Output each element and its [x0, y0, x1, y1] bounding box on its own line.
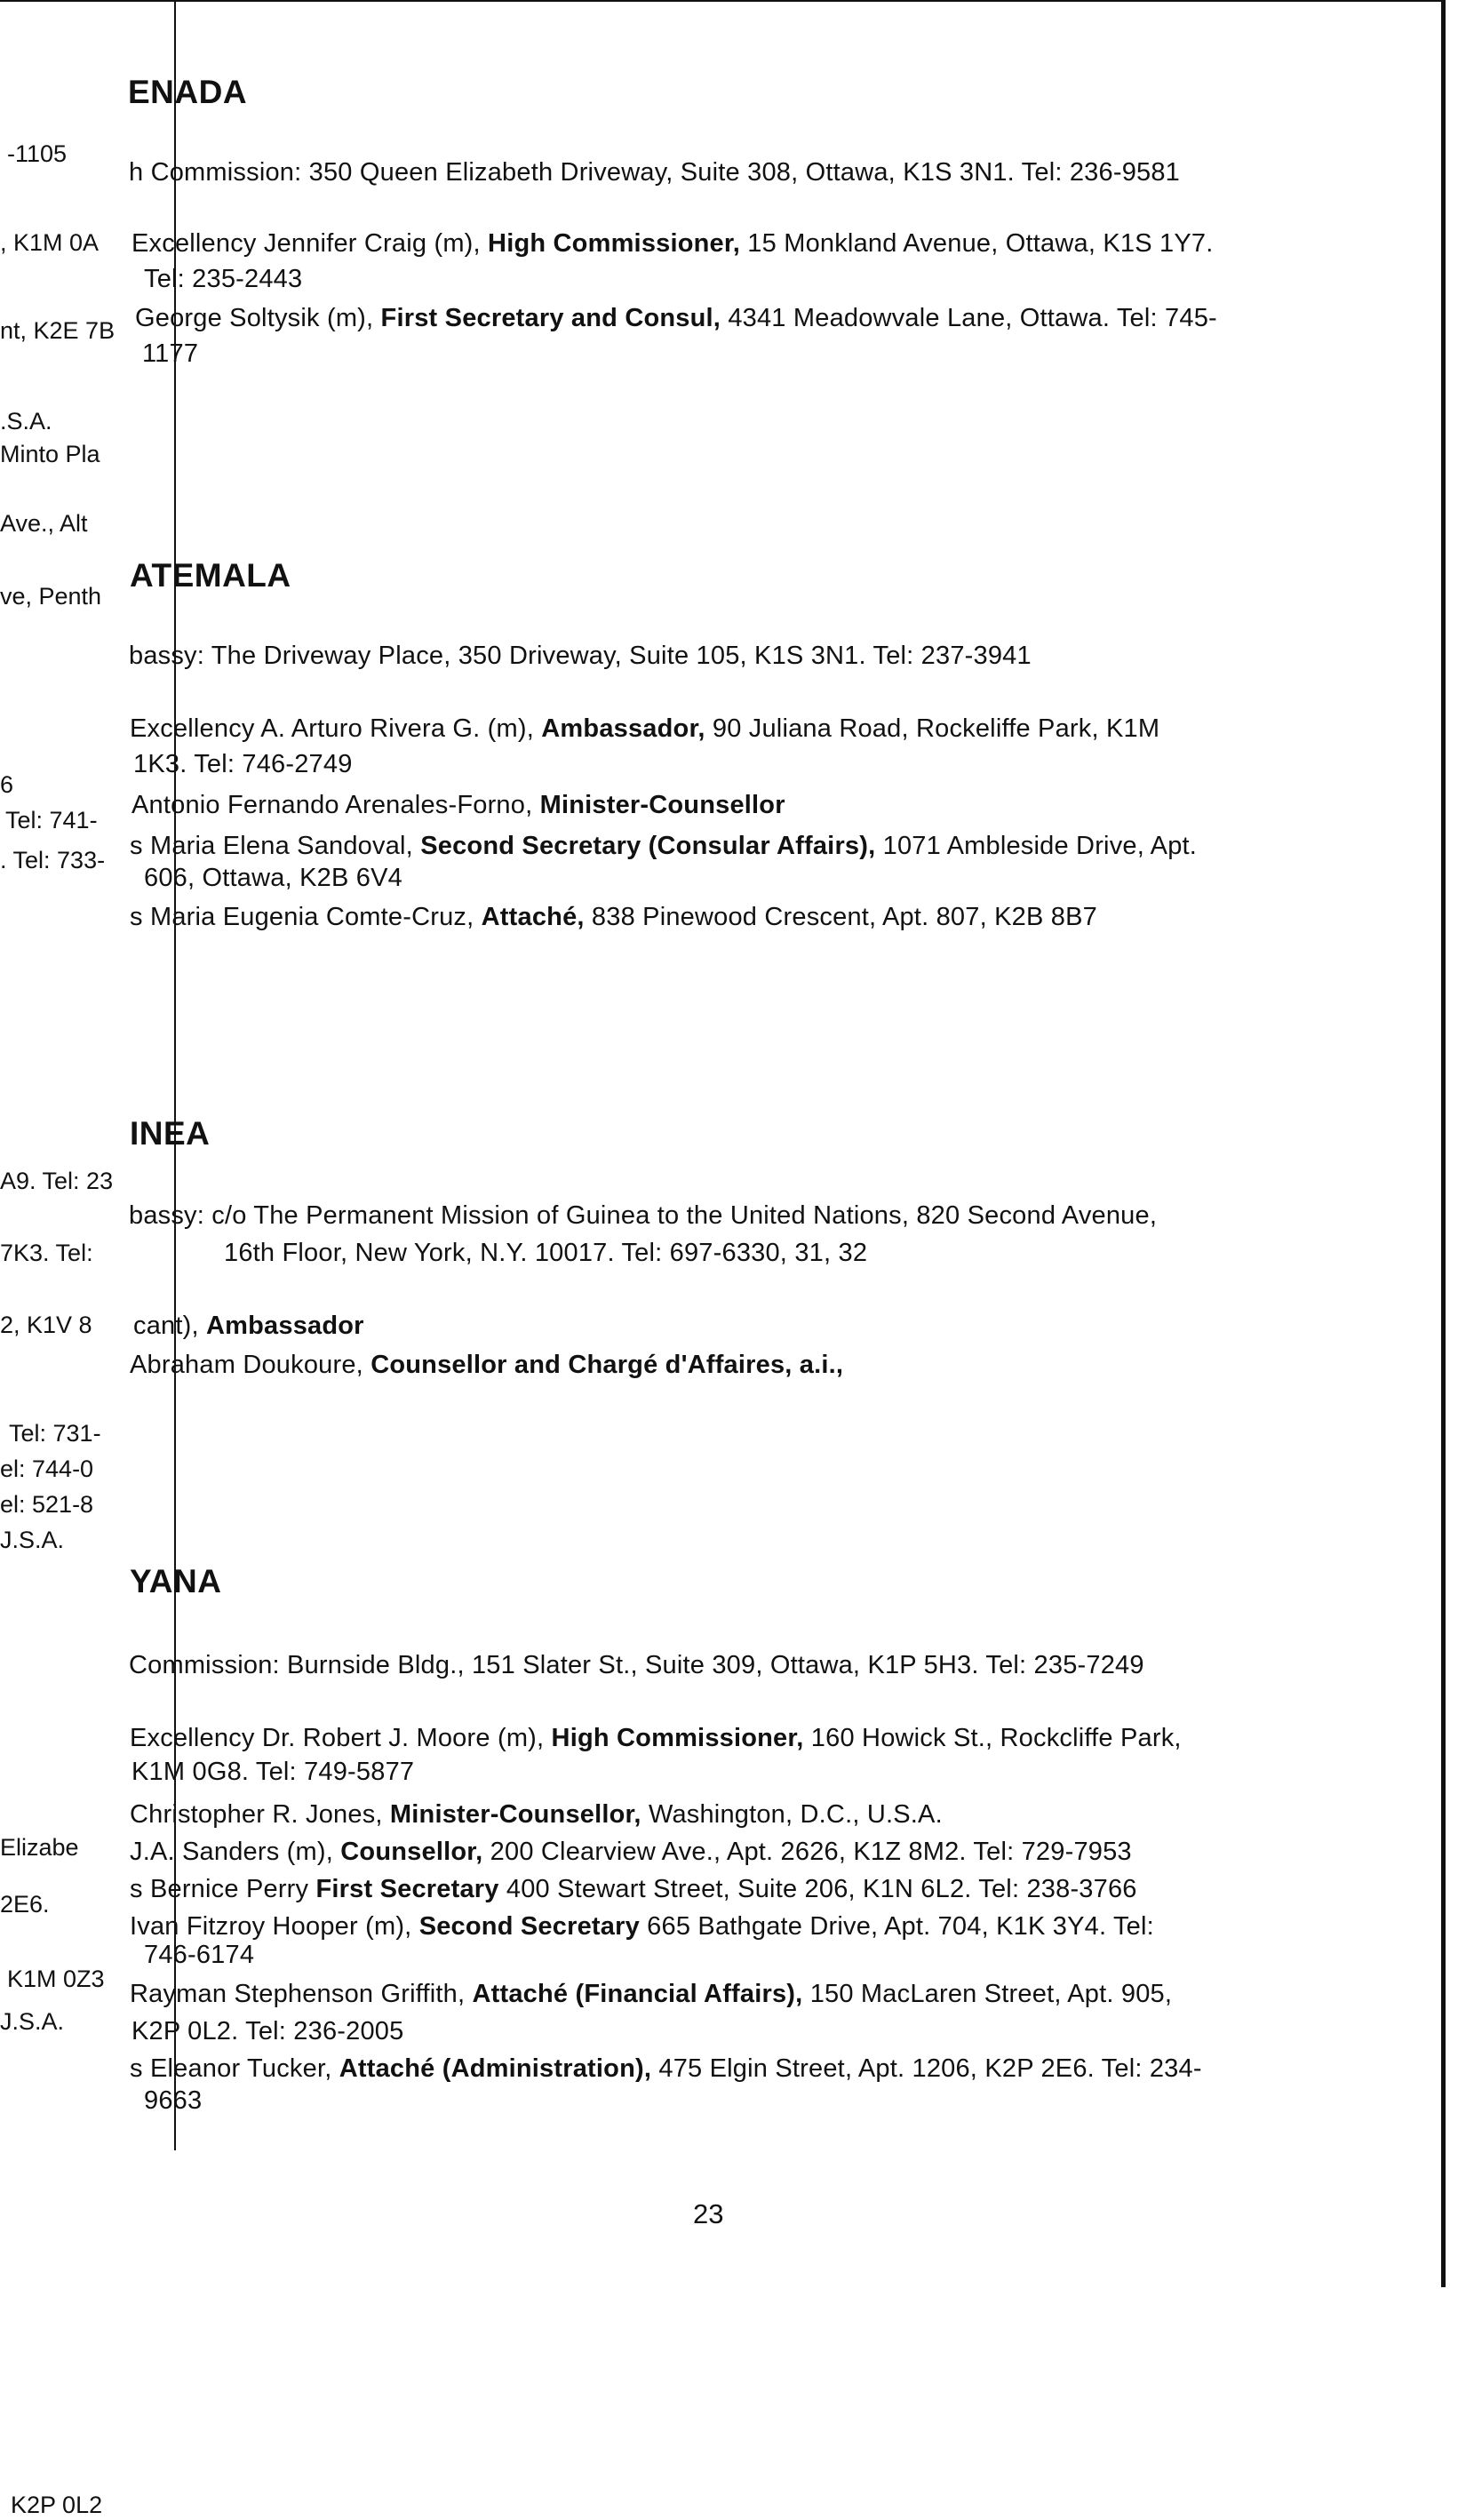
left-fragment: el: 521-8 — [0, 1491, 94, 1518]
entry-line: 746-6174 — [144, 1941, 255, 1969]
entry-line: bassy: c/o The Permanent Mission of Guinea to the United Nations, 820 Second Avenue, — [129, 1201, 1158, 1230]
entry-line: George Soltysik (m), First Secretary and Consul, 4341 Meadowvale Lane, Ottawa. Tel: 745- — [135, 304, 1217, 332]
left-fragment: A9. Tel: 23 — [0, 1168, 114, 1194]
section-heading: ENADA — [128, 74, 248, 110]
entry-line: 1177 — [142, 339, 199, 368]
entry-line: h Commission: 350 Queen Elizabeth Driveway, Suite 308, Ottawa, K1S 3N1. Tel: 236-9581 — [129, 158, 1181, 187]
left-column-border — [1441, 0, 1446, 2287]
entry-line: Excellency A. Arturo Rivera G. (m), Ambassador, 90 Juliana Road, Rockeliffe Park, K1M — [130, 714, 1160, 743]
left-fragment: 2E6. — [0, 1891, 50, 1918]
left-fragment: Tel: 741- — [5, 807, 98, 833]
section-heading: YANA — [130, 1563, 222, 1599]
left-fragment: Elizabe — [0, 1834, 79, 1861]
left-fragment: 7K3. Tel: — [0, 1240, 93, 1266]
entry-line: cant), Ambassador — [133, 1312, 364, 1340]
entry-line: s Eleanor Tucker, Attaché (Administration), 475 Elgin Street, Apt. 1206, K2P 2E6. Tel: 234- — [130, 2054, 1202, 2083]
left-fragment: J.S.A. — [0, 1527, 65, 1553]
left-fragment: ve, Penth — [0, 583, 102, 610]
left-fragment: , K1M 0A — [0, 229, 100, 256]
entry-line: Tel: 235-2443 — [144, 265, 303, 293]
entry-line: 9663 — [144, 2086, 203, 2115]
left-fragment: 2, K1V 8 — [0, 1312, 92, 1338]
entry-line: s Bernice Perry First Secretary 400 Stewart Street, Suite 206, K1N 6L2. Tel: 238-3766 — [130, 1875, 1137, 1903]
left-fragment: Tel: 731- — [9, 1420, 101, 1447]
entry-line: 1K3. Tel: 746-2749 — [133, 750, 353, 778]
left-fragment: -1105 — [7, 140, 68, 167]
entry-line: 16th Floor, New York, N.Y. 10017. Tel: 697-6330, 31, 32 — [224, 1239, 868, 1267]
entry-line: s Maria Elena Sandoval, Second Secretary (Consular Affairs), 1071 Ambleside Drive, Apt. — [130, 832, 1198, 860]
top-rule — [0, 0, 1441, 2]
left-fragment: 6 — [0, 771, 14, 798]
entry-line: Abraham Doukoure, Counsellor and Chargé d'Affaires, a.i., — [130, 1351, 844, 1379]
entry-line: Antonio Fernando Arenales-Forno, Minister-Counsellor — [131, 791, 785, 819]
entry-line: J.A. Sanders (m), Counsellor, 200 Clearview Ave., Apt. 2626, K1Z 8M2. Tel: 729-7953 — [130, 1838, 1132, 1866]
left-fragment: .S.A. — [0, 408, 52, 435]
left-fragment: K2P 0L2 — [11, 2492, 103, 2518]
left-fragment: J.S.A. — [0, 2008, 65, 2035]
entry-line: 606, Ottawa, K2B 6V4 — [144, 864, 402, 892]
entry-line: s Maria Eugenia Comte-Cruz, Attaché, 838 Pinewood Crescent, Apt. 807, K2B 8B7 — [130, 903, 1097, 931]
entry-line: K1M 0G8. Tel: 749-5877 — [131, 1758, 415, 1786]
entry-line: K2P 0L2. Tel: 236-2005 — [131, 2017, 404, 2046]
entry-line: bassy: The Driveway Place, 350 Driveway, Suite 105, K1S 3N1. Tel: 237-3941 — [129, 642, 1032, 670]
section-heading: ATEMALA — [130, 557, 291, 594]
left-fragment: Ave., Alt — [0, 510, 88, 537]
left-fragment: nt, K2E 7B — [0, 317, 116, 344]
left-fragment: . Tel: 733- — [0, 847, 106, 873]
left-fragment: el: 744-0 — [0, 1455, 94, 1482]
entry-line: Commission: Burnside Bldg., 151 Slater St., Suite 309, Ottawa, K1P 5H3. Tel: 235-7249 — [129, 1651, 1144, 1679]
entry-line: Excellency Dr. Robert J. Moore (m), High Commissioner, 160 Howick St., Rockcliffe Park, — [130, 1724, 1182, 1752]
left-fragment: Minto Pla — [0, 441, 100, 467]
entry-line: Excellency Jennifer Craig (m), High Commissioner, 15 Monkland Avenue, Ottawa, K1S 1Y7. — [131, 229, 1214, 258]
left-fragment: K1M 0Z3 — [7, 1966, 105, 1992]
entry-line: Rayman Stephenson Griffith, Attaché (Financial Affairs), 150 MacLaren Street, Apt. 905, — [130, 1980, 1173, 2008]
section-heading: INEA — [130, 1115, 211, 1152]
entry-line: Christopher R. Jones, Minister-Counsellor, Washington, D.C., U.S.A. — [130, 1800, 943, 1829]
entry-line: Ivan Fitzroy Hooper (m), Second Secretary 665 Bathgate Drive, Apt. 704, K1K 3Y4. Tel: — [130, 1912, 1154, 1941]
page-number: 23 — [693, 2198, 724, 2229]
